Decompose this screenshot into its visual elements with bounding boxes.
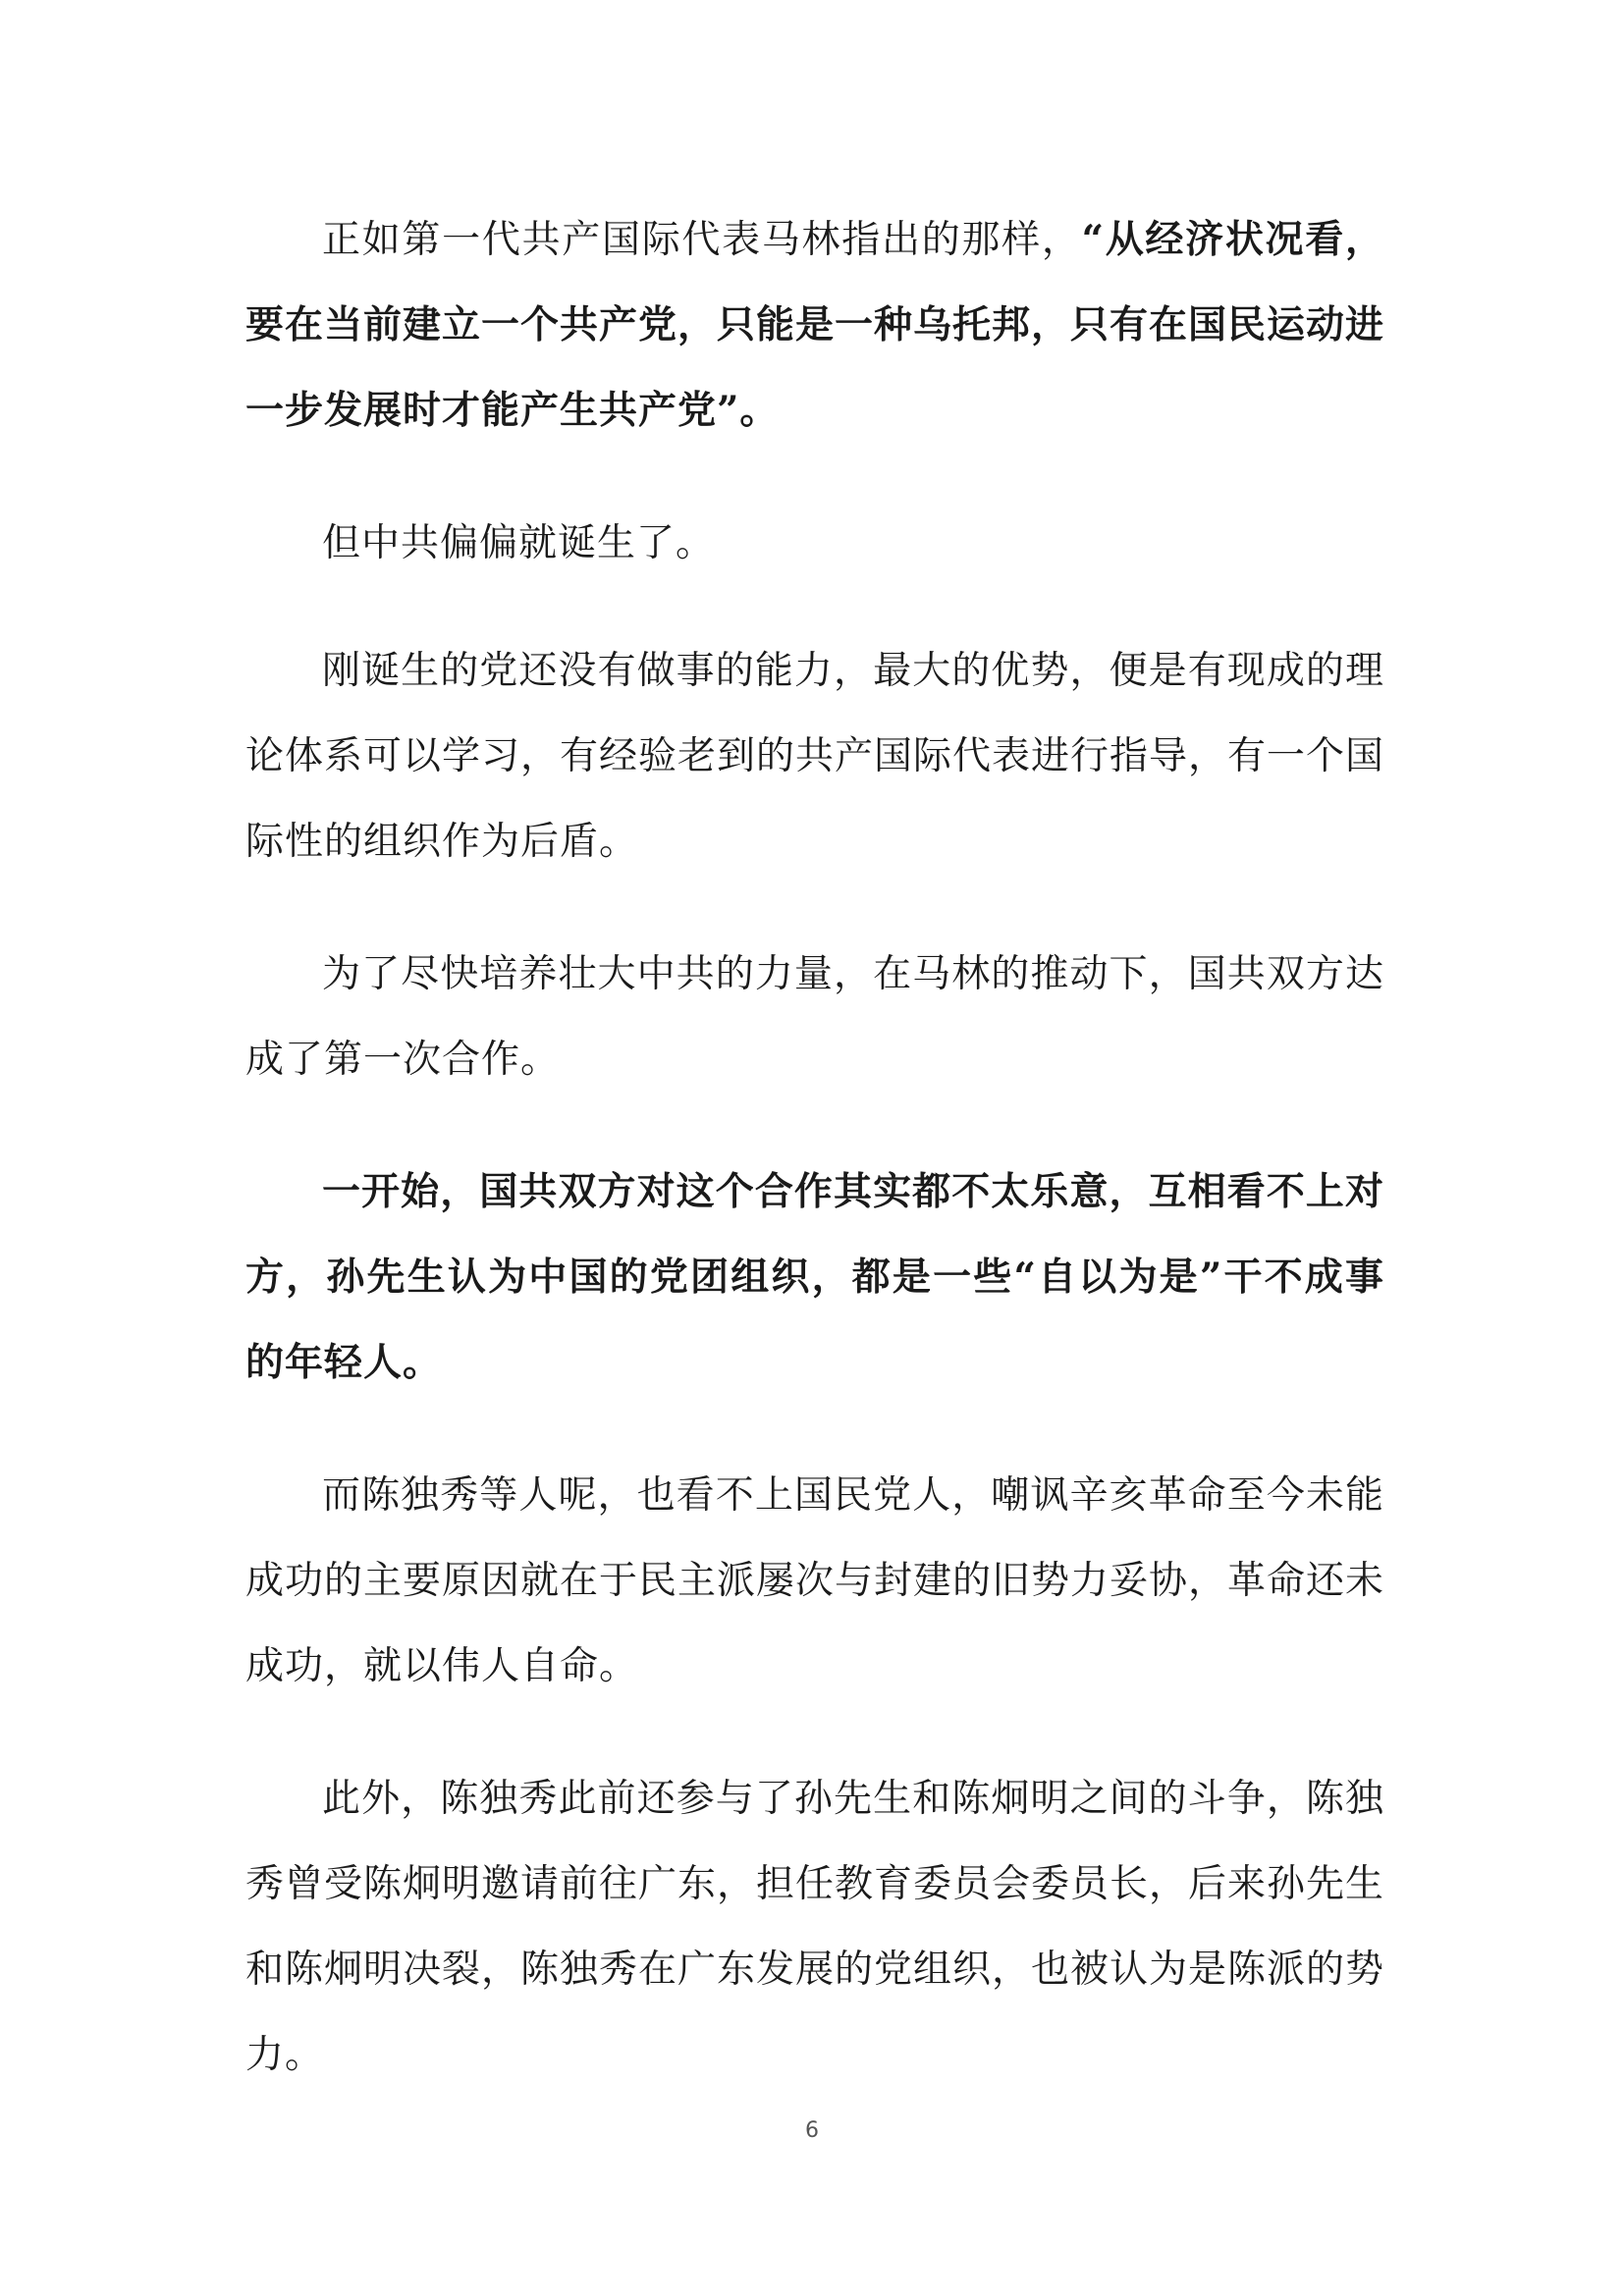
paragraph-7-text: 此外，陈独秀此前还参与了孙先生和陈炯明之间的斗争，陈独秀曾受陈炯明邀请前往广东，担任教育委员会委员长，后来孙先生和陈炯明决裂，陈独秀在广东发展的党组织，也被认为是陈派的势力。 (245, 1777, 1385, 2077)
paragraph-3-text: 刚诞生的党还没有做事的能力，最大的优势，便是有现成的理论体系可以学习，有经验老到的共产国际代表进行指导，有一个国际性的组织作为后盾。 (245, 649, 1385, 864)
paragraph-5 (245, 1149, 1384, 1406)
paragraph-7 (245, 1756, 1384, 2098)
paragraph-2-text: 但中共偏偏就诞生了。 (322, 521, 716, 565)
page-number: 6 (805, 2118, 819, 2143)
paragraph-6-text: 而陈独秀等人呢，也看不上国民党人，嘲讽辛亥革命至今未能成功的主要原因就在于民主派屡次与封建的旧势力妥协，革命还未成功，就以伟人自命。 (245, 1473, 1385, 1688)
paragraph-2 (245, 501, 1384, 586)
paragraph-4-text: 为了尽快培养壮大中共的力量，在马林的推动下，国共双方达成了第一次合作。 (245, 952, 1384, 1082)
paragraph-1-text: 正如第一代共产国际代表马林指出的那样， (322, 218, 1082, 262)
paragraph-1 (245, 197, 1384, 454)
paragraph-6 (245, 1453, 1384, 1709)
paragraph-1-bold-quote: “从经济状况看，要在当前建立一个共产党，只能是一种乌托邦，只有在国民运动进一步发展时才能产生共产党”。 (245, 217, 1385, 433)
paragraph-3 (245, 628, 1384, 884)
paragraph-5-bold-text: 一开始，国共双方对这个合作其实都不太乐意，互相看不上对方，孙先生认为中国的党团组织，都是一些“自以为是”干不成事的年轻人。 (245, 1169, 1384, 1385)
paragraph-4 (245, 932, 1384, 1102)
